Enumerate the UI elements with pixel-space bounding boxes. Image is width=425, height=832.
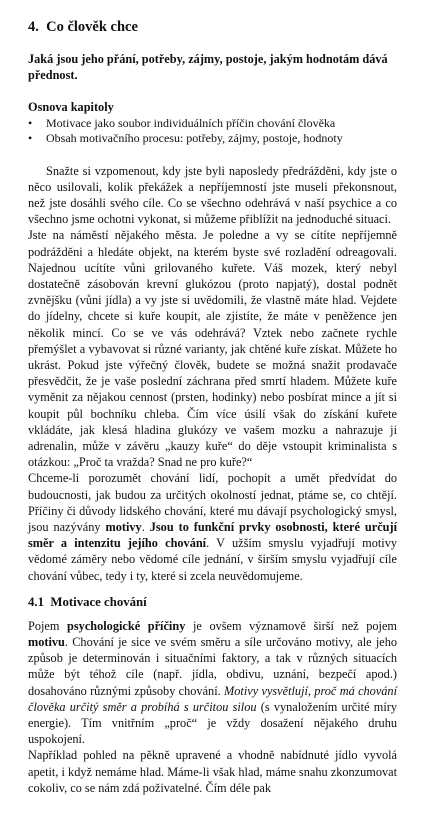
chapter-lead: Jaká jsou jeho přání, potřeby, zájmy, postoje, jakým hodnotám dává přednost. (28, 52, 388, 82)
outline-list (28, 116, 397, 147)
paragraph-example: Například pohled na pěkně upravené a vhodně nabídnuté jídlo vyvolá apetit, i když nemáme hlad. Máme-li však hlad, máme snahu zkonzumovat cokoliv, co se nám zdá poživatelné. Čím déle pak (28, 748, 397, 795)
paragraph-intro: Snažte si vzpomenout, kdy jste byli naposledy předrážděni, kdy jste o něco usilovali, kolik překážek a nepříjemností jste museli překonsnout, než jste dosáhli svého cíle. Co se všechno odehrává v naší psychice a co všechno jsme ochotni vykonat, si můžeme přiblížit na jednoduché situaci. (28, 163, 397, 227)
chapter-heading (28, 18, 397, 36)
section-title: Motivace chování (50, 594, 147, 609)
chapter-number: 4. (28, 19, 39, 35)
definition-bold: Jsou to funkční prvky osobnosti, které určují směr a intenzitu jejího chování (28, 519, 398, 551)
paragraph-causes: Pojem psychologické příčiny je ovšem významově širší než pojem motivu. Chování je sice ve svém směru a síle určováno motivy, ale jeho způsob je determinován i situačními faktory, a tak v různých situacích může být téhož cíle (např. jídla, obdivu, uznání, bezpečí apod.) dosahováno různými způsoby chování. Motivy vysvětlují, proč má chování člověka určitý směr a probíhá s určitou silou (s vynaložením určité míry energie). Tím vnitřním „proč“ je vždy dosažení nějakého druhu uspokojení. (28, 618, 397, 747)
outline-title: Osnova kapitoly (28, 100, 114, 114)
section-heading (28, 594, 397, 610)
term-motivy: motivy (105, 519, 142, 534)
italic-statement: Motivy vysvětlují, proč má chování člověka určitý směr a probíhá s určitou silou (28, 683, 397, 714)
bullet-icon: • (28, 115, 33, 130)
paragraph-motives: Chceme-li porozumět chování lidí, pochopit a umět předvídat do budoucnosti, jak budou za určitých okolností jednat, ptáme se, co chtějí. Příčiny či důvody lidského chování, které mu dávají psychologický smysl, jsou nazývány motivy. Jsou to funkční prvky osobnosti, které určují směr a intenzitu jejího chování. V užším smyslu vyjadřují motivy vědomé záměry nebo vědomé cíle jednání, v širším smyslu vyjadřují cíle chování vůbec, tedy i ty, které si zcela neuvědomujeme. (28, 471, 398, 583)
outline-item: • Obsah motivačního procesu: potřeby, zájmy, postoje, hodnoty (28, 131, 343, 145)
outline-item: • Motivace jako soubor individuálních příčin chování člověka (28, 115, 336, 130)
section-number: 4.1 (28, 594, 44, 609)
bullet-icon: • (28, 131, 33, 145)
term-psychologicke-priciny: psychologické příčiny (67, 618, 186, 633)
term-motivu: motivu (28, 634, 65, 649)
chapter-title: Co člověk chce (46, 19, 138, 35)
paragraph-story: Jste na náměstí nějakého města. Je poledne a vy se cítíte nepříjemně podrážděni a hledáte objekt, na kterém byste své rozladění odreagovali. Najednou ucítíte vůni grilovaného kuřete. Váš mozek, který nebyl dostatečně zásobován krevní glukózou (proto napjatý), dostal podnět zvnějšku (vůni jídla) a vy jste si uvědomili, že vlastně máte hlad. Vejdete do jídelny, chcete si kuře koupit, ale zjistíte, že máte v peněžence jen několik mincí. Co se ve vás odehrává? Vztek nebo začnete rychle přemýšlet a vybavovat si různé varianty, jak chtěné kuře získat. Můžete ho ukrást. Pokud jste výřečný člověk, budete se možná snažit prodavače přesvědčit, že je vaše poslední záchrana před smrtí hladem. Můžete kuře vyměnit za nějakou cennost (prsten, hodinky) nebo posbírat mince a jít si koupit půl bochníku chleba. Čím více úsilí však do získání kuřete vkládáte, jak klesá hladina glukózy ve vašem mozku a nahrazuje ji adrenalin, může v závěru „kauzy kuře“ do děje vstoupit kriminalista s otázkou: „Proč ta vražda? Snad ne pro kuře?“ (28, 228, 397, 470)
